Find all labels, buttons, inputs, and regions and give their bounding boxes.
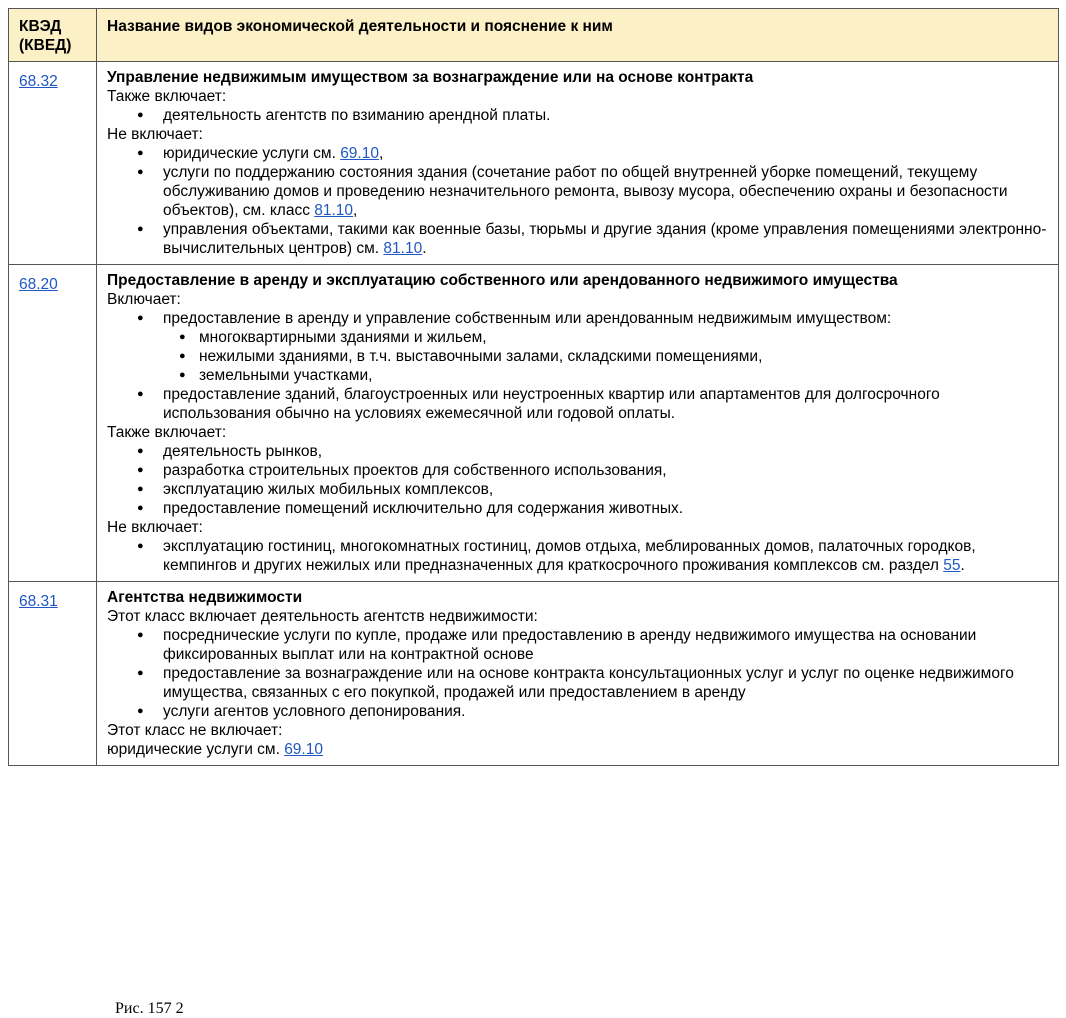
- code-link-68-32[interactable]: 68.32: [19, 73, 58, 90]
- table-header-row: [9, 9, 1059, 62]
- list-item: ● предоставление зданий, благоустроенных или неустроенных квартир или апартаментов для долгосрочного использования обычно на условиях ежемесячной или годовой оплаты.: [163, 385, 1048, 423]
- incl-sublist: [163, 328, 1048, 385]
- excl-label: Не включает:: [107, 126, 203, 143]
- excl-label: Не включает:: [107, 519, 203, 536]
- list-item: ● услуги по поддержанию состояния здания (сочетание работ по общей внутренней уборке помещений, текущему обслуживанию домов и проведению незначительного ремонта, вывозу мусора, обеспечению охраны и безопасности объектов), см. класс 81.10,: [163, 163, 1048, 220]
- excl-label: Этот класс не включает:: [107, 722, 283, 739]
- incl-list: [107, 626, 1048, 721]
- table-row: [9, 265, 1059, 582]
- description-cell: [97, 265, 1059, 582]
- ref-link[interactable]: 81.10: [314, 202, 354, 219]
- list-item: ● предоставление помещений исключительно для содержания животных.: [163, 499, 1048, 518]
- excl-text: юридические услуги см. 69.10: [107, 741, 323, 758]
- incl-label: Включает:: [107, 291, 181, 308]
- code-cell: [9, 62, 97, 265]
- list-item: ● юридические услуги см. 69.10,: [163, 144, 1048, 163]
- list-item: ● посреднические услуги по купле, продаже или предоставлению в аренду недвижимого имущества на основании фиксированных выплат или на контрактной основе: [163, 626, 1048, 664]
- code-cell: [9, 582, 97, 766]
- ref-link[interactable]: 69.10: [284, 741, 323, 758]
- list-item: ● эксплуатацию жилых мобильных комплексов,: [163, 480, 1048, 499]
- table-row: [9, 582, 1059, 766]
- ref-link[interactable]: 81.10: [383, 240, 423, 257]
- row-title: Управление недвижимым имуществом за вознаграждение или на основе контракта: [107, 69, 754, 86]
- code-cell: [9, 265, 97, 582]
- list-item: ● предоставление за вознаграждение или на основе контракта консультационных услуг и услуг по оценке недвижимого имущества, связанных с его покупкой, продажей или предоставлением в аренду: [163, 664, 1048, 702]
- also-label: Также включает:: [107, 88, 227, 105]
- incl-list: [107, 309, 1048, 423]
- table-row: [9, 62, 1059, 265]
- ref-link[interactable]: 69.10: [340, 145, 379, 162]
- list-item: ● эксплуатацию гостиниц, многокомнатных гостиниц, домов отдыха, меблированных домов, палаточных городков, кемпингов и других нежилых или предназначенных для краткосрочного проживания комплексов см. раздел 55.: [163, 537, 1048, 575]
- header-code: КВЭД (КВЕД): [9, 9, 97, 62]
- also-label: Также включает:: [107, 424, 227, 441]
- also-list: [107, 442, 1048, 518]
- list-item: ● многоквартирными зданиями и жильем,: [199, 328, 1048, 347]
- code-link-68-31[interactable]: 68.31: [19, 593, 58, 610]
- list-item: ● разработка строительных проектов для собственного использования,: [163, 461, 1048, 480]
- excl-list: [107, 144, 1048, 258]
- ref-link[interactable]: 55: [943, 557, 961, 574]
- list-item: ● услуги агентов условного депонирования.: [163, 702, 1048, 721]
- list-item: ● нежилыми зданиями, в т.ч. выставочными залами, складскими помещениями,: [199, 347, 1048, 366]
- figure-caption: Рис. 157 2: [115, 1000, 184, 1017]
- description-cell: [97, 582, 1059, 766]
- row-title: Агентства недвижимости: [107, 589, 303, 606]
- header-description: Название видов экономической деятельности и пояснение к ним: [97, 9, 1059, 62]
- list-item: ● земельными участками,: [199, 366, 1048, 385]
- list-item: ● предоставление в аренду и управление собственным или арендованным недвижимым имуществом: ● многоквартирными зданиями и жильем, ● нежилыми зданиями, в т.ч. выставочными залами, складскими помещениями, ● земельными участками,: [163, 309, 1048, 385]
- list-item: ● деятельность агентств по взиманию арендной платы.: [163, 106, 1048, 125]
- code-link-68-20[interactable]: 68.20: [19, 276, 58, 293]
- list-item: ● управления объектами, такими как военные базы, тюрьмы и другие здания (кроме управления помещениями электронно-вычислительных центров) см. 81.10.: [163, 220, 1048, 258]
- description-cell: [97, 62, 1059, 265]
- also-list: [107, 106, 1048, 125]
- intro-text: Этот класс включает деятельность агентств недвижимости:: [107, 608, 538, 625]
- kved-table: [8, 8, 1059, 766]
- row-title: Предоставление в аренду и эксплуатацию собственного или арендованного недвижимого имущества: [107, 272, 898, 289]
- list-item: ● деятельность рынков,: [163, 442, 1048, 461]
- excl-list: [107, 537, 1048, 575]
